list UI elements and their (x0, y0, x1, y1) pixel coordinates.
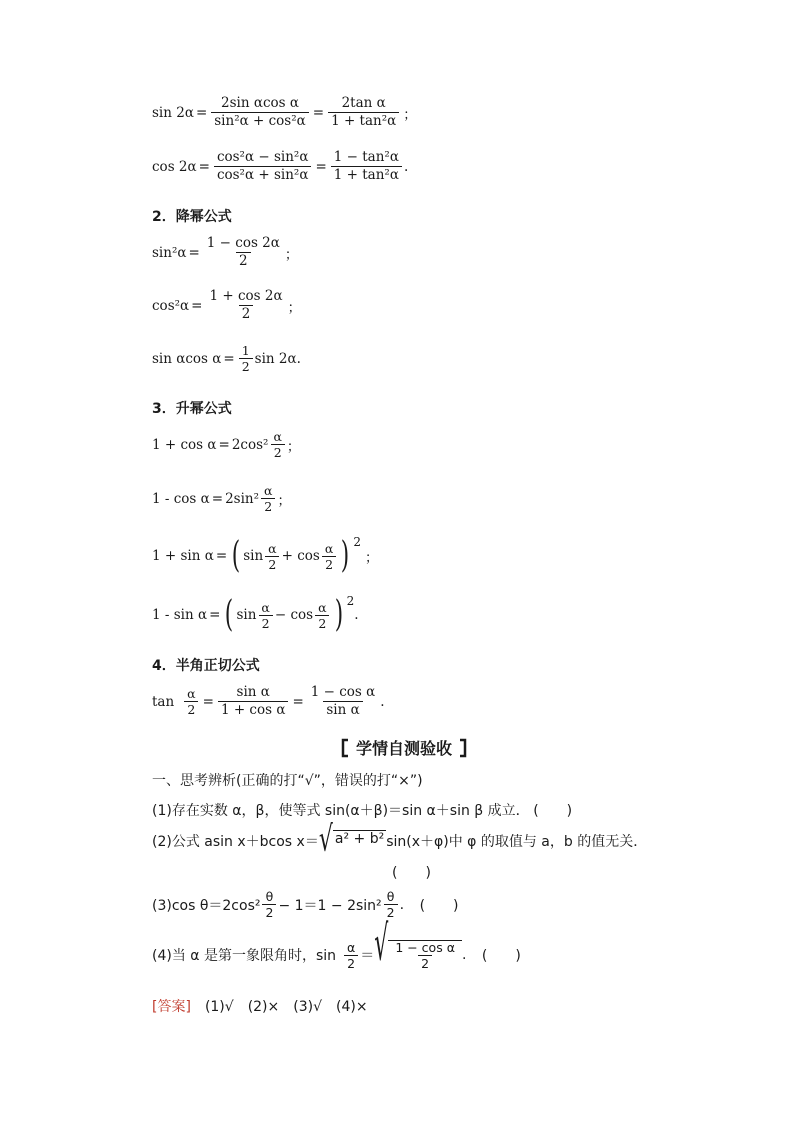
square-root: √ a² + b² (318, 820, 385, 861)
section-banner (340, 736, 468, 759)
right-bracket-icon (458, 738, 468, 758)
section-heading-power-reduction: 2．降幂公式 (152, 209, 232, 225)
fraction: $\frac{\alpha}{2}$ (344, 941, 358, 970)
fraction: $\frac{1 + \cos 2\alpha}{2}$ (209, 288, 283, 322)
answer-line (152, 996, 368, 1016)
fraction: $\frac{1 - \cos 2\alpha}{2}$ (206, 235, 280, 269)
banner-title: 学情自测验收 (356, 739, 453, 758)
formula-one-plus-cos: 1 + cos α = 2cos² $\frac{\alpha}{2}$ ； (152, 429, 301, 460)
fraction: $\frac{\text{2sin αcos α}}{\text{sin²α + cos²α}}$ (211, 96, 309, 129)
answer-label: [答案] (152, 999, 191, 1015)
formula-sin-squared: sin²α = $\frac{1 - \cos 2\alpha}{2}$ ； (152, 235, 299, 269)
section-heading-power-raising: 3．升幂公式 (152, 401, 232, 417)
fraction: $\frac{\alpha}{2}$ (261, 484, 275, 513)
formula-sin-2a: sin 2α = $\frac{\text{2sin αcos α}}{\text{sin²α + cos²α}}$ = $\frac{\text{2tan α}}{\text{1 + tan²α}}$ ； (152, 95, 417, 129)
answer-blank: ( ) (533, 803, 573, 819)
exercise-intro: 一、思考辨析(正确的打“√”，错误的打“×”) (152, 773, 423, 789)
question-2: (2)公式 asin x＋bcos x＝ √ a² + b² sin(x＋φ)中 φ 的取值与 a，b 的值无关． (152, 820, 648, 861)
answer-blank: ( ) (419, 897, 459, 914)
formula-lhs: sin 2α (152, 104, 194, 121)
question-4: (4)当 α 是第一象限角时，sin $\frac{\alpha}{2}$ ＝ √ $\frac{\text{1 − cos α}}{2}$ . ( ) (152, 940, 524, 970)
answer-blank: ( ) (392, 865, 431, 881)
formula-lhs: cos 2α (152, 158, 197, 175)
fraction: $\frac{\theta}{2}$ (384, 890, 398, 919)
fraction: $\frac{1}{2}$ (239, 344, 253, 373)
formula-cos-squared: cos²α = $\frac{1 + \cos 2\alpha}{2}$ ； (152, 288, 302, 322)
fraction: $\frac{\text{1 − cos α}}{2}$ (395, 940, 455, 971)
fraction: $\frac{\alpha}{2}$ (322, 542, 336, 571)
fraction: $\frac{\text{1 − cos α}}{\text{sin α}}$ (310, 684, 376, 718)
fraction: $\frac{\text{cos²α − sin²α}}{\text{cos²α + sin²α}}$ (214, 150, 312, 183)
answer-text: (1)√ (2)× (3)√ (4)× (204, 999, 368, 1015)
fraction: $\frac{\alpha}{2}$ (265, 542, 279, 571)
fraction: $\frac{\alpha}{2}$ (270, 430, 284, 459)
formula-tan-half-angle: tan $\frac{\alpha}{2}$ = $\frac{\text{sin α}}{\text{1 + cos α}}$ = $\frac{\text{1 − cos α}}{\text{sin α}}$ . (152, 684, 385, 718)
left-bracket-icon (340, 738, 350, 758)
fraction: $\frac{\alpha}{2}$ (184, 687, 198, 716)
answer-blank: ( ) (481, 948, 521, 964)
formula-sin-cos-product: sin αcos α = $\frac{1}{2}$ sin 2α. (152, 343, 301, 374)
fraction: $\frac{\text{sin α}}{\text{1 + cos α}}$ (218, 685, 289, 718)
question-1: (1)存在实数 α，β，使等式 sin(α＋β)＝sin α＋sin β 成立． ( ) (152, 800, 576, 820)
question-3: (3)cos θ＝2cos² $\frac{\theta}{2}$ − 1＝1 − 2sin² $\frac{\theta}{2}$ . ( ) (152, 890, 462, 919)
fraction: $\frac{\alpha}{2}$ (315, 601, 329, 630)
section-heading-half-angle-tangent: 4．半角正切公式 (152, 658, 260, 674)
square-root: √ $\frac{\text{1 − cos α}}{2}$ (374, 940, 462, 970)
formula-one-minus-sin: 1 - sin α = ( sin $\frac{\alpha}{2}$ − cos $\frac{\alpha}{2}$ ) 2 . (152, 594, 359, 635)
fraction: $\frac{\text{1 − tan²α}}{\text{1 + tan²α}}$ (331, 150, 402, 183)
formula-cos-2a: cos 2α = $\frac{\text{cos²α − sin²α}}{\text{cos²α + sin²α}}$ = $\frac{\text{1 − tan²α}}{\text{1 + tan²α}}$ . (152, 149, 409, 183)
fraction: $\frac{\text{2tan α}}{\text{1 + tan²α}}$ (328, 96, 399, 129)
formula-one-plus-sin: 1 + sin α = ( sin $\frac{\alpha}{2}$ + cos $\frac{\alpha}{2}$ ) 2 ； (152, 535, 379, 576)
formula-one-minus-cos: 1 - cos α = 2sin² $\frac{\alpha}{2}$ ； (152, 483, 291, 514)
fraction: $\frac{\alpha}{2}$ (258, 601, 272, 630)
fraction: $\frac{\theta}{2}$ (262, 890, 276, 919)
